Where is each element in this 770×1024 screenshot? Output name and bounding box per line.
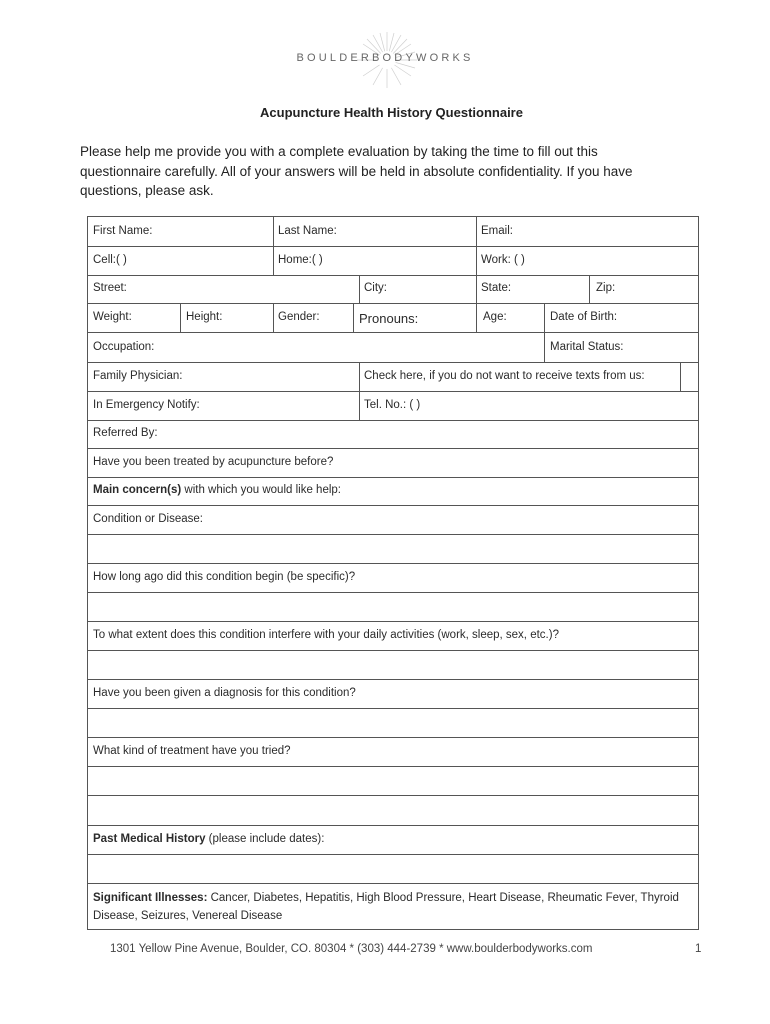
treated-before-field[interactable]: Have you been treated by acupuncture before? [93, 456, 334, 468]
cell-phone-field[interactable]: Cell:( ) [93, 254, 127, 266]
home-phone-field[interactable]: Home:( ) [278, 254, 323, 266]
family-physician-field[interactable]: Family Physician: [93, 370, 183, 382]
page-number: 1 [695, 943, 702, 955]
treatment-tried-answer[interactable] [88, 767, 698, 824]
zip-field[interactable]: Zip: [596, 282, 616, 294]
past-history-text: (please include dates): [205, 833, 325, 845]
how-long-answer[interactable] [88, 593, 698, 620]
how-long-label: How long ago did this condition begin (be specific)? [93, 571, 356, 583]
past-history-label [93, 833, 324, 845]
emergency-phone-field[interactable]: Tel. No.: ( ) [364, 399, 421, 411]
emergency-contact-field[interactable]: In Emergency Notify: [93, 399, 200, 411]
significant-illnesses-label [93, 889, 693, 925]
main-concern-label [93, 484, 341, 496]
pronouns-field[interactable]: Pronouns: [359, 311, 419, 326]
no-texts-checkbox[interactable] [681, 363, 699, 390]
significant-illnesses-bold: Significant Illnesses: [93, 892, 208, 904]
questionnaire-form [87, 216, 699, 930]
height-field[interactable]: Height: [186, 311, 223, 323]
city-field[interactable]: City: [364, 282, 387, 294]
gender-field[interactable]: Gender: [278, 311, 320, 323]
condition-answer[interactable] [88, 535, 698, 562]
document-title: Acupuncture Health History Questionnaire [260, 105, 523, 120]
last-name-field[interactable]: Last Name: [278, 225, 337, 237]
referred-by-field[interactable]: Referred By: [93, 427, 158, 439]
work-phone-field[interactable]: Work: ( ) [481, 254, 525, 266]
first-name-field[interactable]: First Name: [93, 225, 153, 237]
state-field[interactable]: State: [481, 282, 512, 294]
no-texts-label: Check here, if you do not want to receive texts from us: [364, 370, 645, 382]
interfere-label: To what extent does this condition interfere with your daily activities (work, sleep, sex, etc.)? [93, 629, 559, 641]
past-history-bold: Past Medical History [93, 833, 206, 845]
email-field[interactable]: Email: [481, 225, 513, 237]
condition-label: Condition or Disease: [93, 513, 203, 525]
date-of-birth-field[interactable]: Date of Birth: [550, 311, 618, 323]
diagnosis-answer[interactable] [88, 709, 698, 736]
diagnosis-label: Have you been given a diagnosis for this condition? [93, 687, 356, 699]
weight-field[interactable]: Weight: [93, 311, 132, 323]
logo-text: BOULDERBODYWORKS [296, 52, 474, 64]
age-field[interactable]: Age: [483, 311, 507, 323]
treatment-tried-label: What kind of treatment have you tried? [93, 745, 291, 757]
main-concern-text: with which you would like help: [181, 484, 341, 496]
street-field[interactable]: Street: [93, 282, 127, 294]
occupation-field[interactable]: Occupation: [93, 341, 155, 353]
logo [0, 30, 770, 90]
past-history-answer[interactable] [88, 855, 698, 882]
marital-status-field[interactable]: Marital Status: [550, 341, 624, 353]
significant-illnesses-text: Cancer, Diabetes, Hepatitis, High Blood Pressure, Heart Disease, Rheumatic Fever, Thyroid Disease, Seizures, Venereal Disease [93, 892, 679, 922]
footer-address: 1301 Yellow Pine Avenue, Boulder, CO. 80304 * (303) 444-2739 * www.boulderbodyworks.com [110, 943, 593, 955]
main-concern-bold: Main concern(s) [93, 484, 182, 496]
intro-paragraph: Please help me provide you with a complete evaluation by taking the time to fill out this questionnaire carefully. All of your answers will be held in absolute confidentiality. If you have questions, please ask. [80, 144, 633, 198]
interfere-answer[interactable] [88, 651, 698, 678]
